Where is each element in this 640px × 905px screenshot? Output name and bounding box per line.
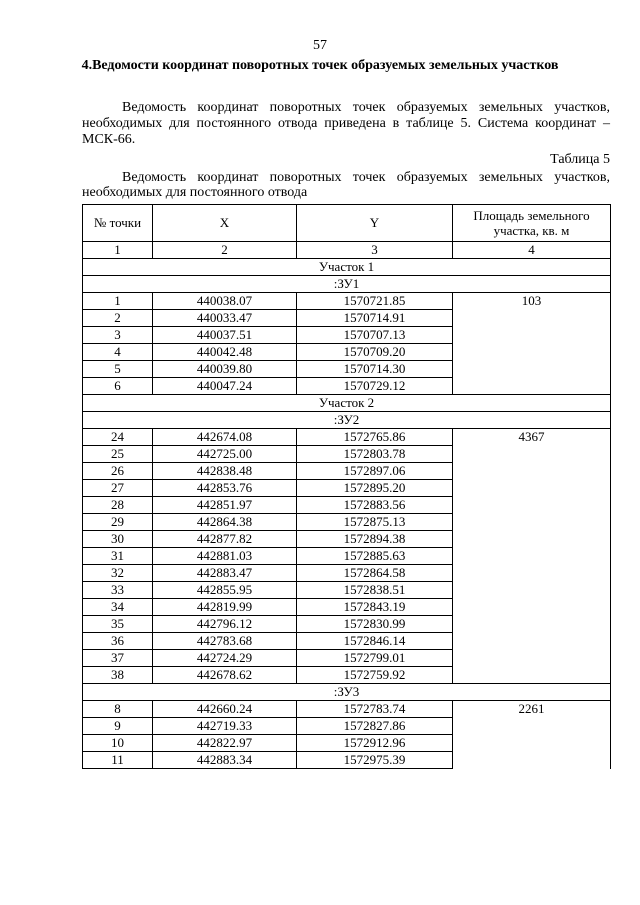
point-number-cell: 37 bbox=[83, 650, 153, 667]
y-cell: 1572843.19 bbox=[297, 599, 453, 616]
y-cell: 1572883.56 bbox=[297, 497, 453, 514]
y-cell: 1572885.63 bbox=[297, 548, 453, 565]
parcel-code: :ЗУ1 bbox=[83, 276, 611, 293]
parcel-row bbox=[83, 684, 611, 701]
x-cell: 442724.29 bbox=[153, 650, 297, 667]
x-cell: 440033.47 bbox=[153, 310, 297, 327]
y-cell: 1570729.12 bbox=[297, 378, 453, 395]
column-number: 1 bbox=[83, 242, 153, 259]
y-cell: 1570707.13 bbox=[297, 327, 453, 344]
y-cell: 1572799.01 bbox=[297, 650, 453, 667]
section-title: Участок 1 bbox=[83, 259, 611, 276]
header-area: Площадь земельного участка, кв. м bbox=[453, 205, 611, 242]
y-cell: 1572875.13 bbox=[297, 514, 453, 531]
point-number-cell: 9 bbox=[83, 718, 153, 735]
x-cell: 442674.08 bbox=[153, 429, 297, 446]
y-cell: 1572803.78 bbox=[297, 446, 453, 463]
point-number-cell: 34 bbox=[83, 599, 153, 616]
table-row bbox=[83, 701, 611, 718]
point-number-cell: 29 bbox=[83, 514, 153, 531]
intro-paragraph: Ведомость координат поворотных точек образуемых земельных участков, необходимых для постоянного отвода приведена в таблице 5. Система координат – МСК-66. bbox=[82, 100, 610, 147]
x-cell: 442783.68 bbox=[153, 633, 297, 650]
table-label: Таблица 5 bbox=[550, 152, 610, 167]
area-cell: 4367 bbox=[453, 429, 611, 684]
y-cell: 1572895.20 bbox=[297, 480, 453, 497]
y-cell: 1572894.38 bbox=[297, 531, 453, 548]
x-cell: 442725.00 bbox=[153, 446, 297, 463]
x-cell: 442796.12 bbox=[153, 616, 297, 633]
table-row bbox=[83, 429, 611, 446]
header-y: Y bbox=[297, 205, 453, 242]
point-number-cell: 26 bbox=[83, 463, 153, 480]
point-number-cell: 4 bbox=[83, 344, 153, 361]
x-cell: 442838.48 bbox=[153, 463, 297, 480]
column-number: 2 bbox=[153, 242, 297, 259]
x-cell: 440039.80 bbox=[153, 361, 297, 378]
point-number-cell: 35 bbox=[83, 616, 153, 633]
x-cell: 440042.48 bbox=[153, 344, 297, 361]
point-number-cell: 6 bbox=[83, 378, 153, 395]
column-number: 4 bbox=[453, 242, 611, 259]
x-cell: 440047.24 bbox=[153, 378, 297, 395]
parcel-row bbox=[83, 412, 611, 429]
x-cell: 440037.51 bbox=[153, 327, 297, 344]
x-cell: 442881.03 bbox=[153, 548, 297, 565]
section-title-row bbox=[83, 395, 611, 412]
point-number-cell: 27 bbox=[83, 480, 153, 497]
y-cell: 1572759.92 bbox=[297, 667, 453, 684]
area-cell: 2261 bbox=[453, 701, 611, 769]
y-cell: 1572830.99 bbox=[297, 616, 453, 633]
table-row bbox=[83, 293, 611, 310]
point-number-cell: 2 bbox=[83, 310, 153, 327]
section-title-row bbox=[83, 259, 611, 276]
y-cell: 1570721.85 bbox=[297, 293, 453, 310]
point-number-cell: 10 bbox=[83, 735, 153, 752]
y-cell: 1572975.39 bbox=[297, 752, 453, 769]
x-cell: 442883.34 bbox=[153, 752, 297, 769]
point-number-cell: 5 bbox=[83, 361, 153, 378]
parcel-code: :ЗУ2 bbox=[83, 412, 611, 429]
y-cell: 1572864.58 bbox=[297, 565, 453, 582]
section-title: Участок 2 bbox=[83, 395, 611, 412]
header-row bbox=[83, 205, 611, 242]
area-cell: 103 bbox=[453, 293, 611, 395]
point-number-cell: 1 bbox=[83, 293, 153, 310]
y-cell: 1572827.86 bbox=[297, 718, 453, 735]
column-number: 3 bbox=[297, 242, 453, 259]
point-number-cell: 3 bbox=[83, 327, 153, 344]
point-number-cell: 36 bbox=[83, 633, 153, 650]
y-cell: 1572765.86 bbox=[297, 429, 453, 446]
point-number-cell: 25 bbox=[83, 446, 153, 463]
header-point-number: № точки bbox=[83, 205, 153, 242]
x-cell: 442855.95 bbox=[153, 582, 297, 599]
point-number-cell: 30 bbox=[83, 531, 153, 548]
x-cell: 442851.97 bbox=[153, 497, 297, 514]
y-cell: 1570714.91 bbox=[297, 310, 453, 327]
parcel-code: :ЗУ3 bbox=[83, 684, 611, 701]
y-cell: 1572783.74 bbox=[297, 701, 453, 718]
point-number-cell: 28 bbox=[83, 497, 153, 514]
x-cell: 442877.82 bbox=[153, 531, 297, 548]
point-number-cell: 38 bbox=[83, 667, 153, 684]
point-number-cell: 31 bbox=[83, 548, 153, 565]
y-cell: 1572838.51 bbox=[297, 582, 453, 599]
x-cell: 442660.24 bbox=[153, 701, 297, 718]
coordinates-table bbox=[82, 204, 611, 769]
y-cell: 1572897.06 bbox=[297, 463, 453, 480]
x-cell: 442678.62 bbox=[153, 667, 297, 684]
parcel-row bbox=[83, 276, 611, 293]
point-number-cell: 11 bbox=[83, 752, 153, 769]
y-cell: 1572912.96 bbox=[297, 735, 453, 752]
x-cell: 442883.47 bbox=[153, 565, 297, 582]
header-x: X bbox=[153, 205, 297, 242]
table-caption: Ведомость координат поворотных точек образуемых земельных участков, необходимых для постоянного отвода bbox=[82, 170, 610, 200]
x-cell: 442853.76 bbox=[153, 480, 297, 497]
x-cell: 442864.38 bbox=[153, 514, 297, 531]
x-cell: 442719.33 bbox=[153, 718, 297, 735]
point-number-cell: 33 bbox=[83, 582, 153, 599]
page-number: 57 bbox=[313, 38, 327, 53]
y-cell: 1572846.14 bbox=[297, 633, 453, 650]
x-cell: 442822.97 bbox=[153, 735, 297, 752]
section-heading: 4.Ведомости координат поворотных точек образуемых земельных участков bbox=[81, 58, 559, 73]
column-number-row bbox=[83, 242, 611, 259]
y-cell: 1570709.20 bbox=[297, 344, 453, 361]
x-cell: 440038.07 bbox=[153, 293, 297, 310]
point-number-cell: 24 bbox=[83, 429, 153, 446]
table-body bbox=[83, 259, 611, 769]
point-number-cell: 32 bbox=[83, 565, 153, 582]
x-cell: 442819.99 bbox=[153, 599, 297, 616]
point-number-cell: 8 bbox=[83, 701, 153, 718]
y-cell: 1570714.30 bbox=[297, 361, 453, 378]
